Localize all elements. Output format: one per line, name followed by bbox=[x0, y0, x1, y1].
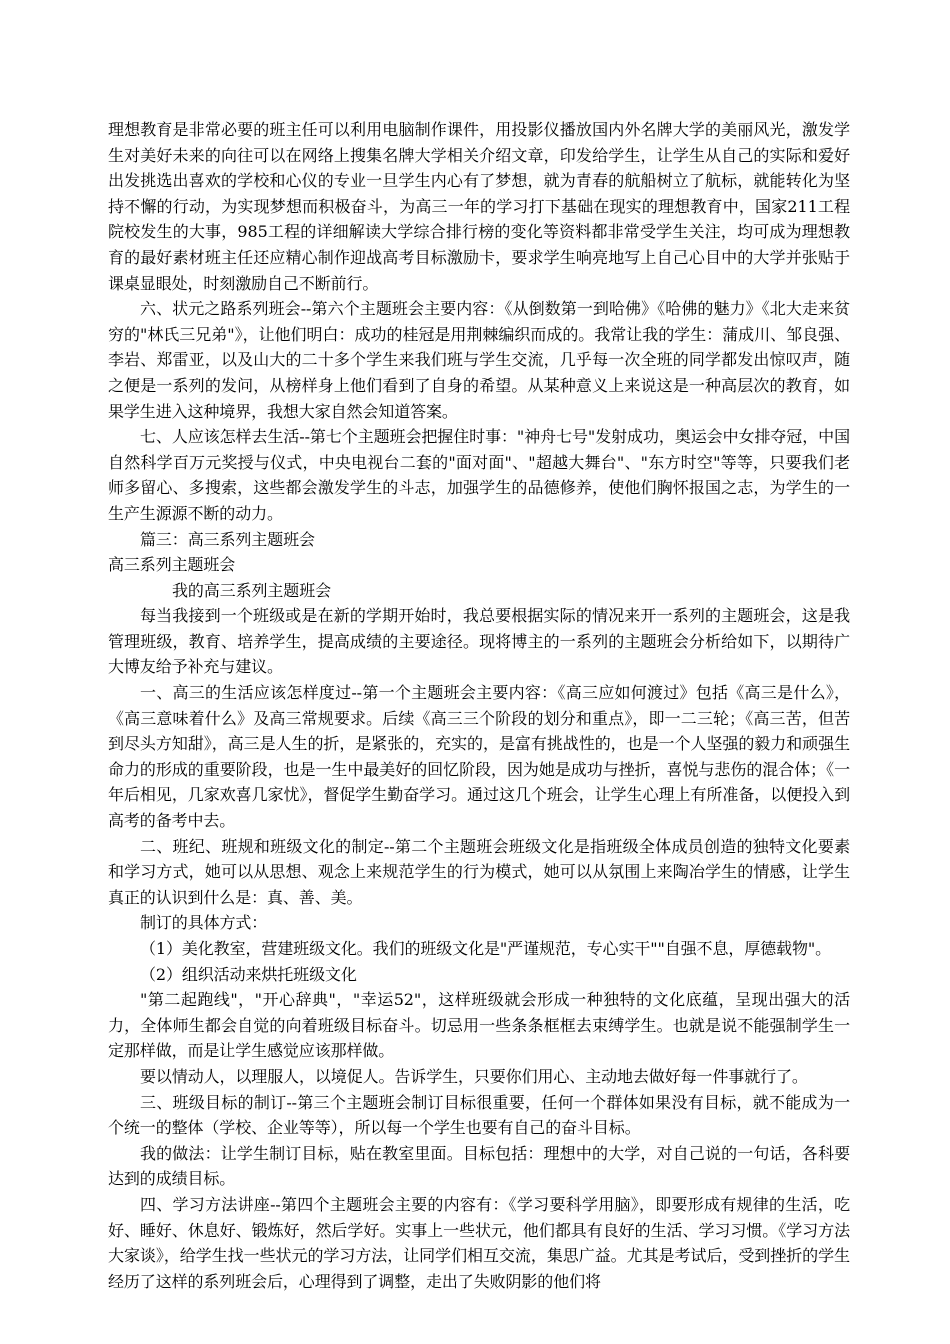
paragraph-6: 每当我接到一个班级或是在新的学期开始时，我总要根据实际的情况来开一系列的主题班会，这是我管理班级，教育、培养学生，提高成绩的主要途径。现将博主的一系列的主题班会分析给如下，以期待广大博友给予补充与建议。 bbox=[108, 606, 850, 677]
paragraph-15: 我的做法：让学生制订目标，贴在教室里面。目标包括：理想中的大学，对自己说的一句话，各科要达到的成绩目标。 bbox=[108, 1143, 850, 1189]
section-title: 高三系列主题班会 bbox=[108, 555, 236, 575]
paragraph-16: 四、学习方法讲座--第四个主题班会主要的内容有：《学习要科学用脑》，即要形成有规律的生活，吃好、睡好、休息好、锻炼好，然后学好。实事上一些状元，他们都具有良好的生活、学习习惯。《学习方法大家谈》，给学生找一些状元的学习方法，让同学们相互交流，集思广益。尤其是考试后，受到挫折的学生经历了这样的系列班会后，心理得到了调整，走出了失败阴影的他们将 bbox=[108, 1194, 850, 1291]
paragraph-9: 制订的具体方式： bbox=[140, 913, 268, 933]
paragraph-2: 七、人应该怎样去生活--第七个主题班会把握住时事："神舟七号"发射成功，奥运会中女排夺冠，中国自然科学百万元奖授与仪式，中央电视台二套的"面对面"、"超越大舞台"、"东方时空"等等，只要我们老师多留心、多搜索，这些都会激发学生的斗志，加强学生的品德修养，使他们胸怀报国之志，为学生的一生产生源源不断的动力。 bbox=[108, 427, 850, 523]
section-subtitle: 我的高三系列主题班会 bbox=[172, 580, 332, 600]
document-body bbox=[108, 117, 850, 1294]
paragraph-1: 六、状元之路系列班会--第六个主题班会主要内容：《从倒数第一到哈佛》《哈佛的魅力》《北大走来贫穷的"林氏三兄弟"》，让他们明白：成功的桂冠是用荆棘编织而成的。我常让我的学生：蒲成川、邹良强、李岩、郑雷亚，以及山大的二十多个学生来我们班与学生交流，几乎每一次全班的同学都发出惊叹声，随之便是一系列的发问，从榜样身上他们看到了自身的希望。从某种意义上来说这是一种高层次的教育，如果学生进入这种境界，我想大家自然会知道答案。 bbox=[108, 299, 850, 421]
paragraph-8: 二、班纪、班规和班级文化的制定--第二个主题班会班级文化是指班级全体成员创造的独特文化要素和学习方式，她可以从思想、观念上来规范学生的行为模式，她可以从氛围上来陶冶学生的情感，让学生真正的认识到什么是：真、善、美。 bbox=[108, 836, 850, 907]
paragraph-7: 一、高三的生活应该怎样度过--第一个主题班会主要内容：《高三应如何渡过》包括《高三是什么》，《高三意味着什么》及高三常规要求。后续《高三三个阶段的划分和重点》，即一二三轮；《高三苦，但苦到尽头方知甜》，高三是人生的折，是紧张的，充实的，是富有挑战性的，也是一个人坚强的毅力和顽强生命力的形成的重要阶段，也是一生中最美好的回忆阶段，因为她是成功与挫折，喜悦与悲伤的混合体；《一年后相见，几家欢喜几家忧》，督促学生勤奋学习。通过这几个班会，让学生心理上有所准备，以便投入到高考的备考中去。 bbox=[108, 683, 850, 831]
paragraph-10: （1）美化教室，营建班级文化。我们的班级文化是"严谨规范，专心实干""自强不息，厚德载物"。 bbox=[140, 939, 832, 958]
paragraph-14: 三、班级目标的制订--第三个主题班会制订目标很重要，任何一个群体如果没有目标，就不能成为一个统一的整体（学校、企业等等），所以每一个学生也要有自己的奋斗目标。 bbox=[108, 1092, 850, 1138]
section-heading-3: 篇三：高三系列主题班会 bbox=[140, 529, 315, 549]
paragraph-0: 理想教育是非常必要的班主任可以利用电脑制作课件，用投影仪播放国内外名牌大学的美丽风光，激发学生对美好未来的向往可以在网络上搜集名牌大学相关介绍文章，印发给学生，让学生从自己的实际和爱好出发挑选出喜欢的学校和心仪的专业一旦学生内心有了梦想，就为青春的航船树立了航标，就能转化为坚持不懈的行动，为实现梦想而积极奋斗，为高三一年的学习打下基础在现实的理想教育中，国家211工程院校发生的大事，985工程的详细解读大学综合排行榜的变化等资料都非常受学生关注，均可成为理想教育的最好素材班主任还应精心制作迎战高考目标激励卡，要求学生响亮地写上自己心目中的大学并张贴于课桌显眼处，时刻激励自己不断前行。 bbox=[108, 120, 850, 293]
paragraph-11: （2）组织活动来烘托班级文化 bbox=[140, 964, 357, 984]
paragraph-12: "第二起跑线"，"开心辞典"，"幸运52"，这样班级就会形成一种独特的文化底蕴，呈现出强大的活力，全体师生都会自觉的向着班级目标奋斗。切忌用一些条条框框去束缚学生。也就是说不能强制学生一定那样做，而是让学生感觉应该那样做。 bbox=[108, 990, 850, 1061]
paragraph-13: 要以情动人，以理服人，以境促人。告诉学生，只要你们用心、主动地去做好每一件事就行了。 bbox=[140, 1066, 808, 1086]
